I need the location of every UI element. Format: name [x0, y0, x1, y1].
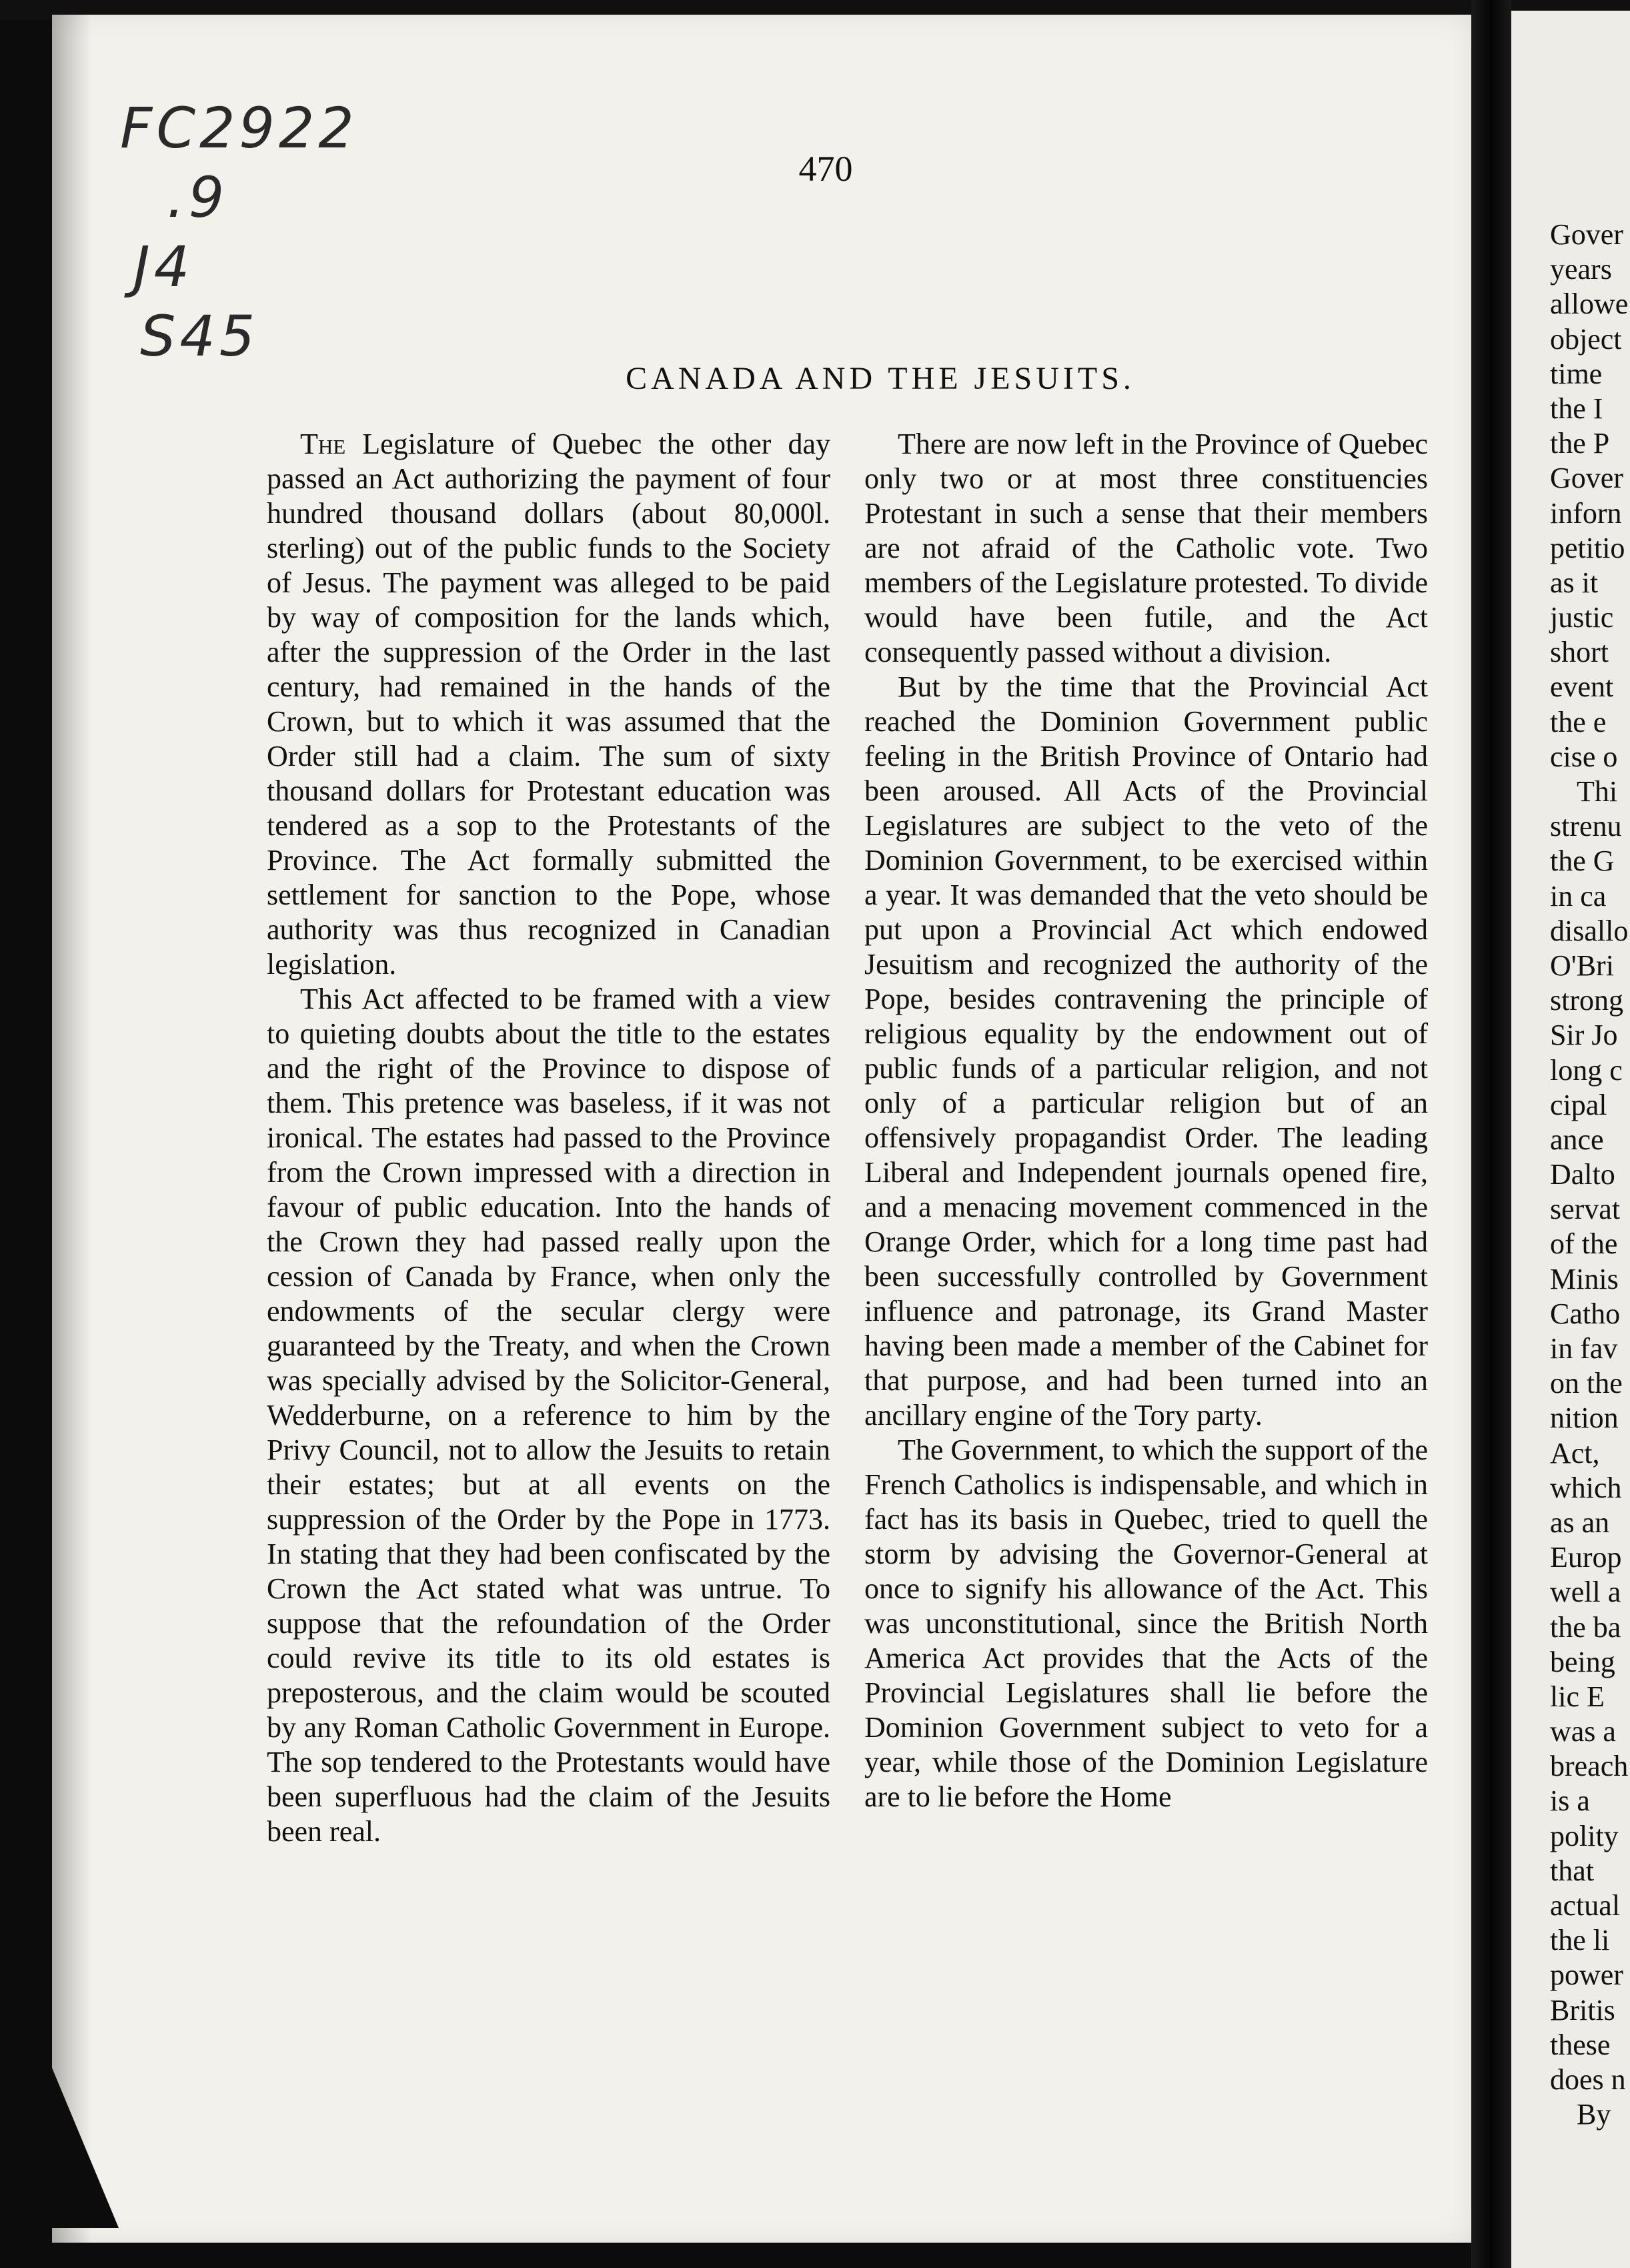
- facing-page-line: well a: [1550, 1576, 1621, 1609]
- paragraph: This Act affected to be framed with a view to quieting doubts about the title to the estates and the right of the Province to dispose of them. This pretence was baseless, if it was not ironical. The estates had passed to the Province from the Crown impressed with a direction in favour of public education. Into the hands of the Crown they had passed really upon the cession of Canada by France, when only the endowments of the secular clergy were guaranteed by the Treaty, and when the Crown was specially advised by the Solicitor-General, Wedderburne, on a reference to him by the Privy Council, not to allow the Jesuits to retain their estates; but at all events on the suppression of the Order by the Pope in 1773. In stating that they had been confiscated by the Crown the Act stated what was untrue. To suppose that the refoundation of the Order could revive its title to its old estates is preposterous, and the claim would be scouted by any Roman Catholic Government in Europe. The sop tendered to the Protestants would have been superfluous had the claim of the Jesuits been real.: [267, 983, 830, 1848]
- call-number-line: S45: [140, 304, 259, 369]
- facing-page-line: cipal: [1550, 1088, 1607, 1121]
- facing-page-line: the G: [1550, 844, 1615, 878]
- facing-page-line: in ca: [1550, 879, 1607, 913]
- call-number-line: FC2922: [120, 95, 358, 161]
- facing-page-line: which: [1550, 1471, 1622, 1504]
- facing-page-line: By: [1577, 2098, 1611, 2131]
- page-edge-shadow: [52, 15, 92, 2243]
- facing-page-line: petitio: [1550, 531, 1625, 564]
- facing-page-fragment: [1511, 11, 1630, 2268]
- paragraph: [267, 427, 830, 982]
- facing-page-line: the ba: [1550, 1610, 1621, 1644]
- article-title: CANADA AND THE JESUITS.: [626, 361, 1135, 396]
- call-number-line: .9: [167, 165, 229, 230]
- book-gutter: [1471, 0, 1511, 2268]
- facing-page-line: justic: [1550, 601, 1614, 634]
- facing-page-line: as an: [1550, 1506, 1610, 1539]
- facing-page-line: Gover: [1550, 218, 1623, 251]
- facing-page-line: the li: [1550, 1924, 1610, 1957]
- facing-page-line: inforn: [1550, 496, 1622, 530]
- facing-page-line: as it: [1550, 566, 1599, 599]
- facing-page-line: of the: [1550, 1227, 1618, 1261]
- facing-page-line: Gover: [1550, 462, 1623, 495]
- facing-page-text: [1550, 217, 1630, 2132]
- facing-page-line: long c: [1550, 1053, 1623, 1087]
- facing-page-line: polity: [1550, 1819, 1619, 1852]
- facing-page-line: these: [1550, 2028, 1611, 2061]
- facing-page-line: strenu: [1550, 810, 1622, 843]
- call-number-line: J4: [133, 234, 194, 300]
- facing-page-line: disallo: [1550, 914, 1629, 947]
- facing-page-line: object: [1550, 322, 1622, 356]
- facing-page-line: power: [1550, 1958, 1623, 1992]
- facing-page-line: event: [1550, 670, 1614, 704]
- facing-page-line: was a: [1550, 1715, 1616, 1748]
- facing-page-line: Catho: [1550, 1297, 1621, 1330]
- facing-page-line: years: [1550, 253, 1612, 286]
- facing-page-line: nition: [1550, 1401, 1619, 1435]
- paragraph: But by the time that the Provincial Act reached the Dominion Government public feeling in the British Province of Ontario had been aroused. All Acts of the Provincial Legislatures are subject to the veto of the Dominion Government, to be exercised within a year. It was demanded that the veto should be put upon a Provincial Act which endowed Jesuitism and recognized the authority of the Pope, besides contravening the principle of religious equality by the endowment out of public funds of a particular religion, and not only of a particular religion but of an offensively propagandist Order. The leading Liberal and Independent journals opened fire, and a menacing movement commenced in the Orange Order, which for a long time past had been successfully controlled by Government influence and patronage, its Grand Master having been made a member of the Cabinet for that purpose, and had been turned into an ancillary engine of the Tory party.: [864, 670, 1428, 1432]
- facing-page-line: Sir Jo: [1550, 1019, 1618, 1052]
- facing-page-line: the e: [1550, 705, 1607, 738]
- paragraph-text: Legislature of Quebec the other day passed an Act authorizing the payment of four hundred thousand dollars (about 80,000l. sterling) out of the public funds to the Society of Jesus. The payment was alleged to be paid by way of composition for the lands which, after the suppression of the Order in the last century, had remained in the hands of the Crown, but to which it was assumed that the Order still had a claim. The sum of sixty thousand dollars for Protestant education was tendered as a sop to the Protestants of the Province. The Act formally submitted the settlement for sanction to the Pope, whose authority was thus recognized in Canadian legislation.: [267, 428, 830, 981]
- facing-page-line: Minis: [1550, 1262, 1619, 1295]
- page-corner-fold: [52, 2068, 119, 2228]
- facing-page-line: in fav: [1550, 1332, 1618, 1365]
- facing-page-line: cise o: [1550, 740, 1618, 773]
- facing-page-line: ance: [1550, 1123, 1604, 1156]
- facing-page-line: breach: [1550, 1750, 1629, 1783]
- facing-page-line: Dalto: [1550, 1158, 1615, 1191]
- facing-page-line: lic E: [1550, 1680, 1605, 1713]
- opening-word: The: [300, 428, 346, 460]
- paragraph: The Government, to which the support of the French Catholics is indispensable, and which in fact has its basis in Quebec, tried to quell the storm by advising the Governor-General at once to signify his allowance of the Act. This was unconstitutional, since the British North America Act provides that the Acts of the Provincial Legislatures shall lie before the Dominion Government subject to veto for a year, while those of the Dominion Legislature are to lie before the Home: [864, 1434, 1428, 1813]
- paragraph: There are now left in the Province of Quebec only two or at most three constituencies Protestant in such a sense that their members are not afraid of the Catholic vote. Two members of the Legislature protested. To divide would have been futile, and the Act consequently passed without a division.: [864, 428, 1428, 668]
- facing-page-line: Europ: [1550, 1541, 1622, 1574]
- facing-page-line: the I: [1550, 392, 1603, 425]
- facing-page-line: Act,: [1550, 1436, 1600, 1470]
- facing-page-line: short: [1550, 636, 1609, 669]
- facing-page-line: actual: [1550, 1889, 1621, 1922]
- facing-page-line: Britis: [1550, 1993, 1615, 2027]
- right-column: [864, 427, 1428, 1814]
- facing-page-line: O'Bri: [1550, 949, 1614, 982]
- facing-page-line: is a: [1550, 1784, 1590, 1818]
- facing-page-line: that: [1550, 1854, 1594, 1887]
- facing-page-line: time: [1550, 357, 1603, 390]
- facing-page-line: strong: [1550, 984, 1623, 1017]
- facing-page-line: the P: [1550, 427, 1610, 460]
- facing-page-line: Thi: [1577, 775, 1618, 808]
- facing-page-line: does n: [1550, 2063, 1626, 2096]
- facing-page-line: being: [1550, 1645, 1615, 1678]
- left-column: [267, 427, 830, 1849]
- facing-page-line: allowe: [1550, 288, 1629, 321]
- page-number: 470: [798, 149, 853, 189]
- facing-page-line: on the: [1550, 1367, 1623, 1400]
- handwritten-call-number: [120, 93, 427, 371]
- facing-page-line: servat: [1550, 1193, 1621, 1226]
